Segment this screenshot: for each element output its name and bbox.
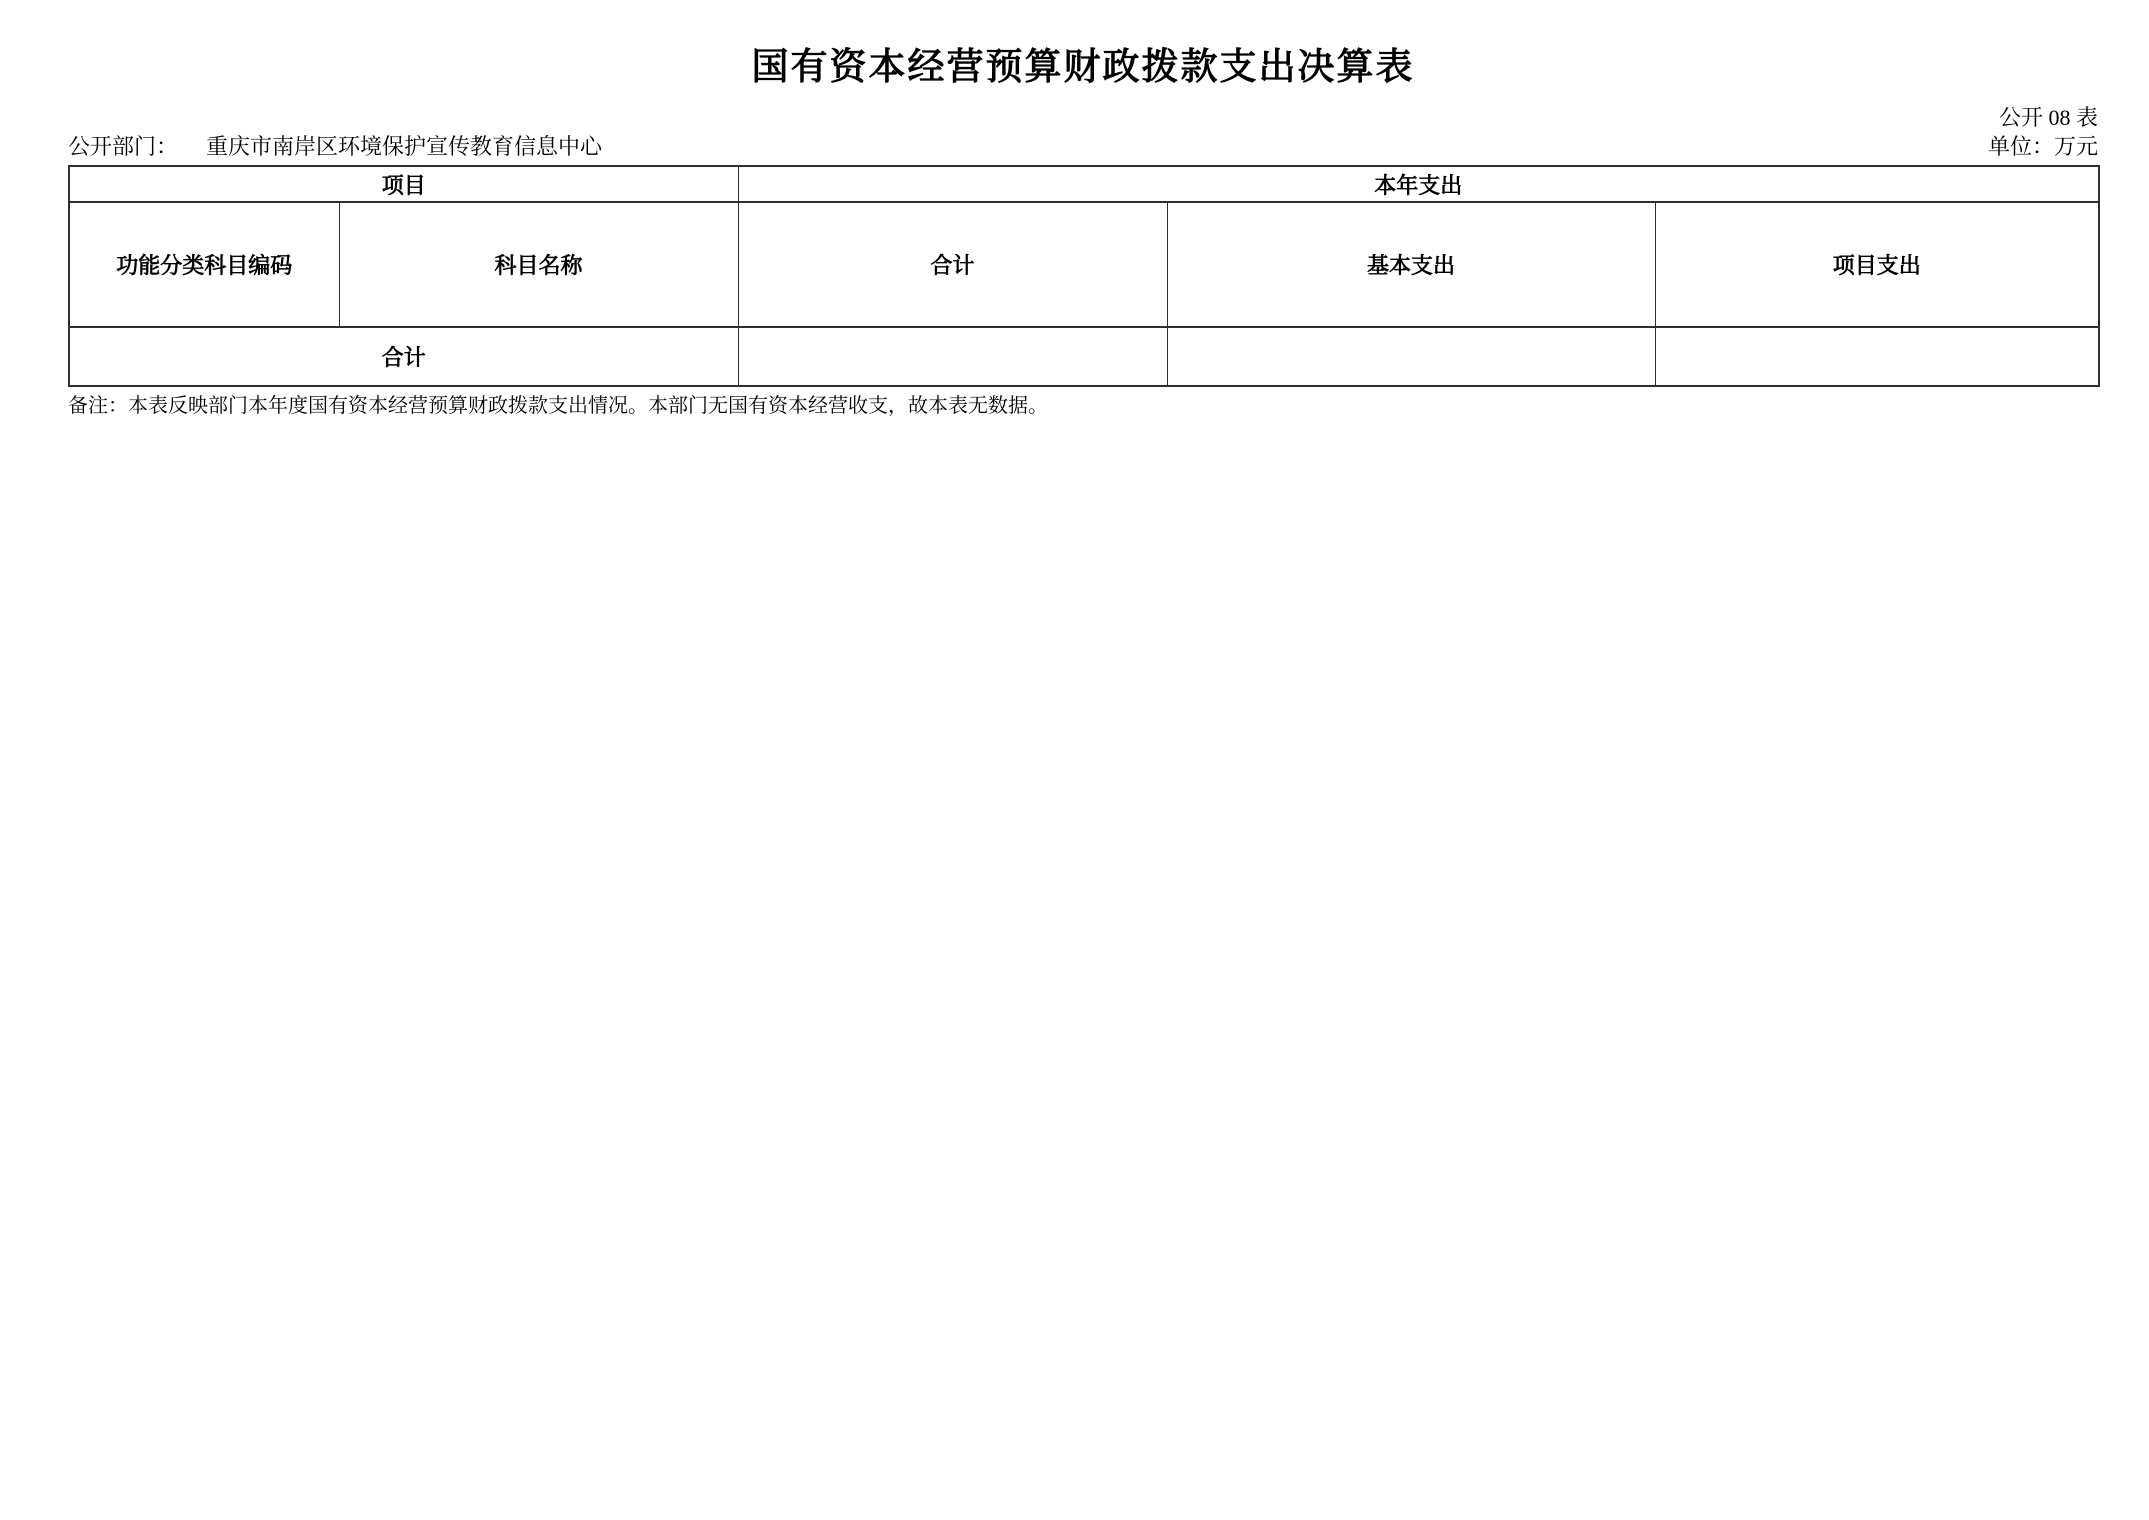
cell-project-value: [1655, 327, 2099, 386]
header-group-row: [69, 166, 2099, 202]
header-columns-row: [69, 202, 2099, 327]
page-title: 国有资本经营预算财政拨款支出决算表: [751, 46, 1415, 87]
row-total-label: 合计: [69, 327, 738, 386]
header-project-expenditure: 项目支出: [1655, 202, 2099, 327]
department-name: 重庆市南岸区环境保护宣传教育信息中心: [206, 134, 603, 160]
table-row: [69, 327, 2099, 386]
document-content: [68, 0, 2098, 418]
expenditure-table: [68, 165, 2100, 387]
department-line: [68, 134, 602, 160]
header-group-project: 项目: [69, 166, 738, 202]
header-total: 合计: [738, 202, 1167, 327]
cell-basic-value: [1167, 327, 1655, 386]
header-basic-expenditure: 基本支出: [1167, 202, 1655, 327]
header-group-current-year-expenditure: 本年支出: [738, 166, 2099, 202]
cell-total-value: [738, 327, 1167, 386]
footnote: 备注：本表反映部门本年度国有资本经营预算财政拨款支出情况。本部门无国有资本经营收支，故本表无数据。: [68, 395, 1048, 418]
form-code-label: 公开 08 表: [1998, 105, 2098, 131]
header-functional-code: 功能分类科目编码: [69, 202, 339, 327]
header-subject-name: 科目名称: [339, 202, 738, 327]
department-label: 公开部门：: [68, 134, 179, 160]
unit-label: 单位：万元: [1987, 134, 2098, 160]
meta-row: [68, 134, 2098, 160]
